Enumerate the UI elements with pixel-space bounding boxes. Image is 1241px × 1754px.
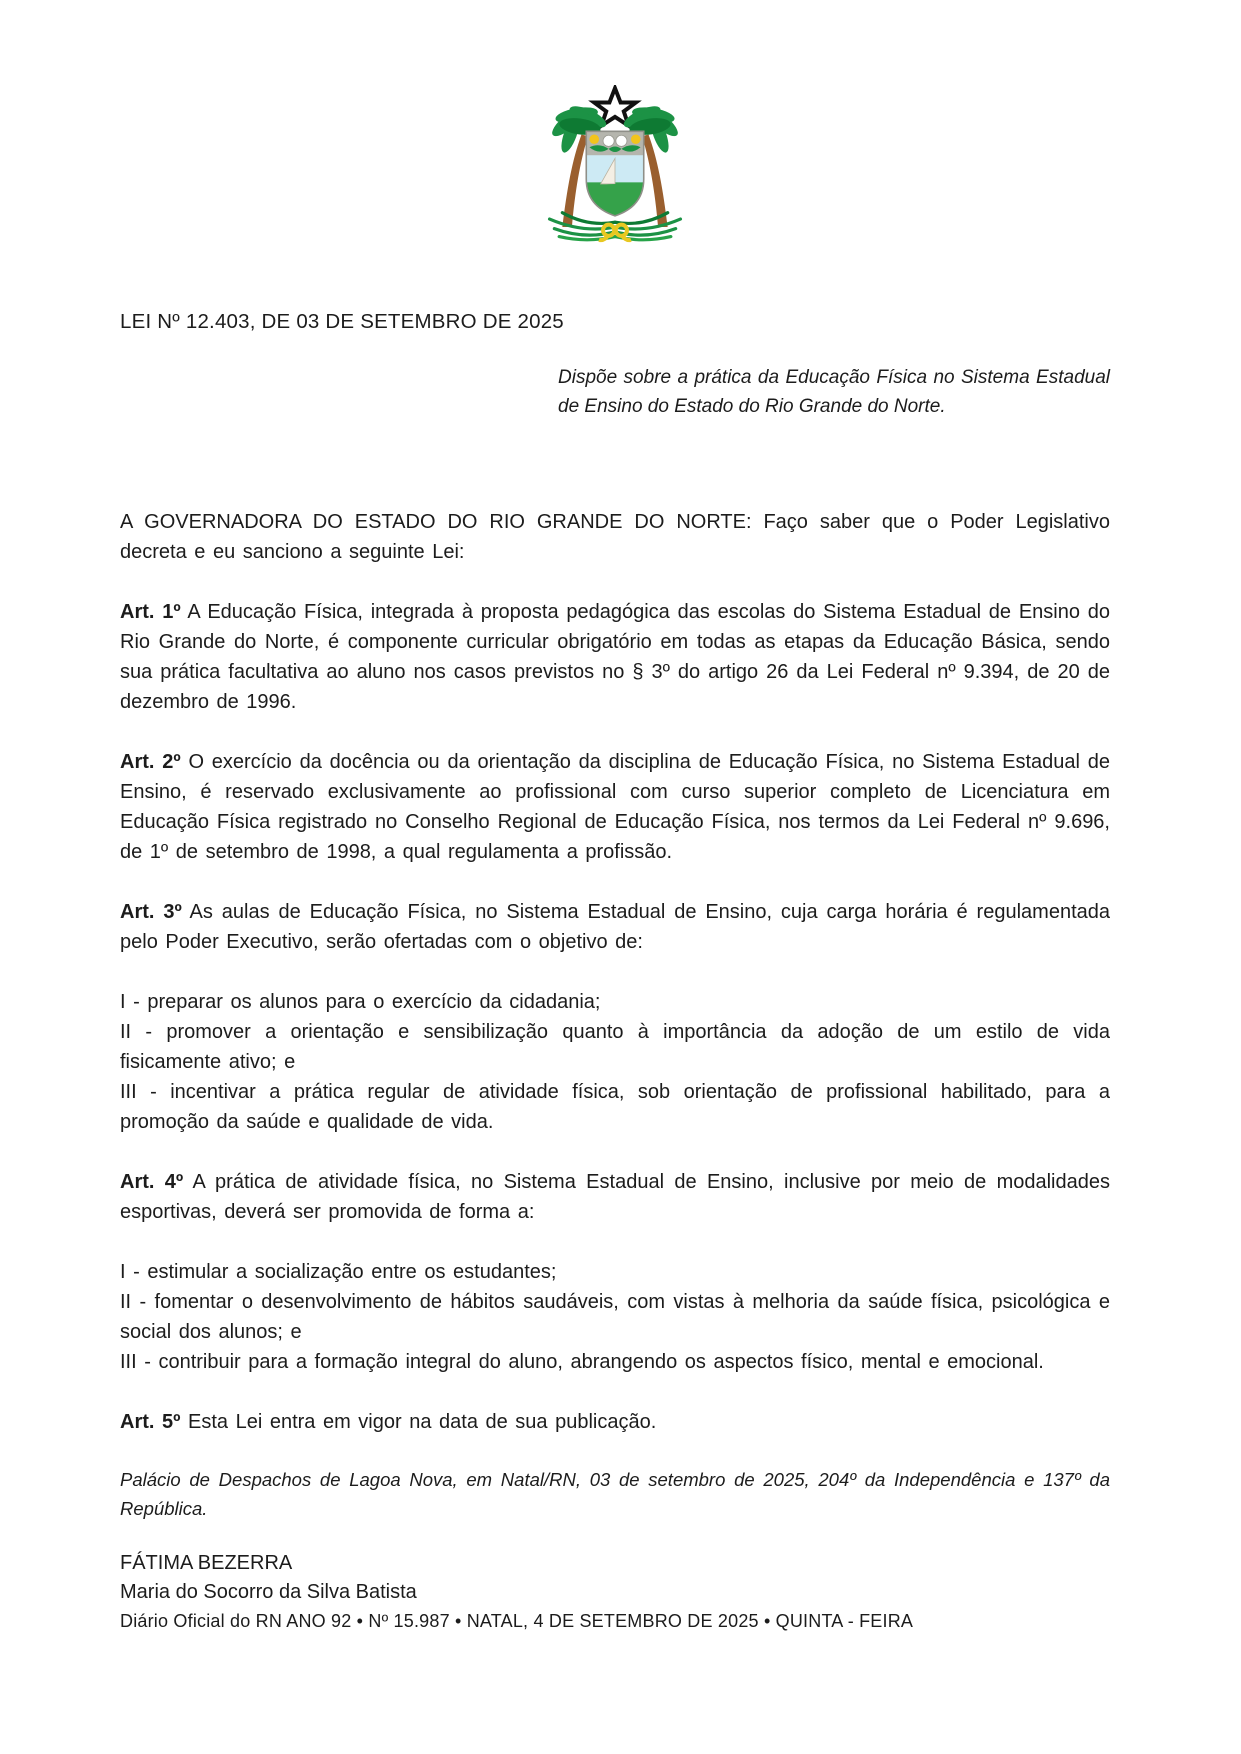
article-3-item-2: II - promover a orientação e sensibilização quanto à importância da adoção de um estilo de vida fisicamente ativo; e [120,1021,1110,1073]
article-1-label: Art. 1º [120,601,181,623]
article-3-item-3: III - incentivar a prática regular de atividade física, sob orientação de profissional habilitado, para a promoção da saúde e qualidade de vida. [120,1081,1110,1133]
article-4-text: A prática de atividade física, no Sistema Estadual de Ensino, inclusive por meio de modalidades esportivas, deverá ser promovida de forma a: [120,1171,1110,1223]
official-gazette-footer: Diário Oficial do RN ANO 92 • Nº 15.987 • NATAL, 4 DE SETEMBRO DE 2025 • QUINTA - FEIRA [120,1611,914,1631]
closing-formula: Palácio de Despachos de Lagoa Nova, em Natal/RN, 03 de setembro de 2025, 204º da Independência e 137º da República. [120,1469,1110,1519]
signature-block [120,1549,1110,1636]
article-3-text: As aulas de Educação Física, no Sistema Estadual de Ensino, cuja carga horária é regulamentada pelo Poder Executivo, serão ofertadas com o objetivo de: [120,901,1110,953]
article-4-item-1: I - estimular a socialização entre os estudantes; [120,1261,557,1283]
article-3 [120,897,1110,957]
signature-secretary: Maria do Socorro da Silva Batista [120,1581,417,1603]
coat-of-arms-svg [535,85,695,243]
article-5-text: Esta Lei entra em vigor na data de sua publicação. [188,1411,657,1433]
article-5-label: Art. 5º [120,1411,181,1433]
coat-of-arms-icon [535,85,695,243]
article-3-item-1: I - preparar os alunos para o exercício da cidadania; [120,991,601,1013]
article-3-label: Art. 3º [120,901,182,923]
article-4-item-3: III - contribuir para a formação integral do aluno, abrangendo os aspectos físico, mental e emocional. [120,1351,1044,1373]
article-2 [120,747,1110,867]
article-1-text: A Educação Física, integrada à proposta pedagógica das escolas do Sistema Estadual de Ensino do Rio Grande do Norte, é componente curricular obrigatório em todas as etapas da Educação Básica, sendo sua prática facultativa ao aluno nos casos previstos no § 3º do artigo 26 da Lei Federal nº 9.394, de 20 de dezembro de 1996. [120,601,1110,713]
law-title: LEI Nº 12.403, DE 03 DE SETEMBRO DE 2025 [120,310,564,333]
article-4-label: Art. 4º [120,1171,184,1193]
article-1 [120,597,1110,717]
article-4-item-2: II - fomentar o desenvolvimento de hábitos saudáveis, com vistas à melhoria da saúde física, psicológica e social dos alunos; e [120,1291,1110,1343]
preamble: A GOVERNADORA DO ESTADO DO RIO GRANDE DO NORTE: Faço saber que o Poder Legislativo decreta e eu sanciono a seguinte Lei: [120,511,1110,563]
article-2-label: Art. 2º [120,751,181,773]
epigraph: Dispõe sobre a prática da Educação Física no Sistema Estadual de Ensino do Estado do Rio Grande do Norte. [558,367,1110,417]
signature-governor: FÁTIMA BEZERRA [120,1552,293,1574]
article-5 [120,1407,1110,1437]
article-4 [120,1167,1110,1227]
article-2-text: O exercício da docência ou da orientação da disciplina de Educação Física, no Sistema Estadual de Ensino, é reservado exclusivamente ao profissional com curso superior completo de Licenciatura em Educação Física registrado no Conselho Regional de Educação Física, nos termos da Lei Federal nº 9.696, de 1º de setembro de 1998, a qual regulamenta a profissão. [120,751,1111,863]
